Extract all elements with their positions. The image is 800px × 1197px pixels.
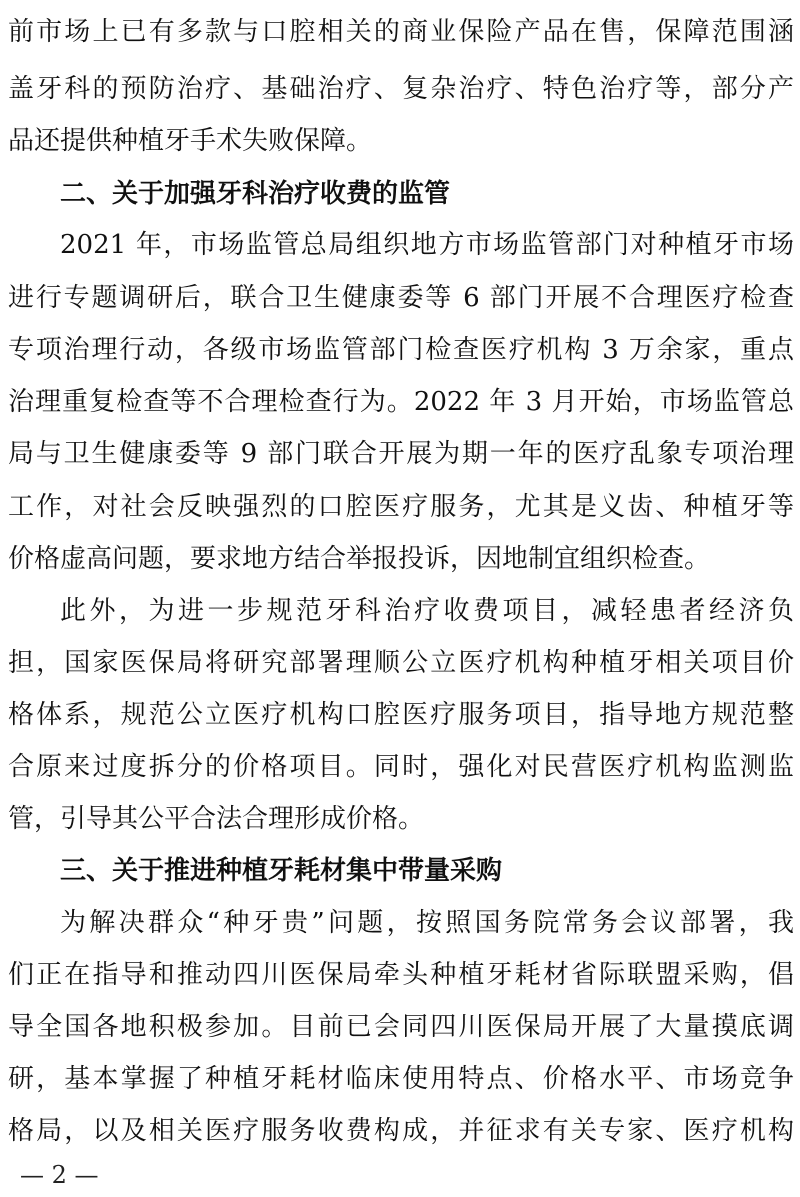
- body-text-line: 前市场上已有多款与口腔相关的商业保险产品在售，保障范围涵: [8, 17, 794, 47]
- section-heading-2: 二、关于加强牙科治疗收费的监管: [60, 179, 451, 209]
- body-text-line: 局与卫生健康委等 9 部门联合开展为期一年的医疗乱象专项治理: [8, 439, 794, 469]
- body-text-line: 品还提供种植牙手术失败保障。: [8, 126, 373, 156]
- body-text-line: 格体系，规范公立医疗机构口腔医疗服务项目，指导地方规范整: [8, 700, 794, 730]
- body-text-line: 2021 年，市场监管总局组织地方市场监管部门对种植牙市场: [60, 230, 794, 260]
- body-text-line: 此外，为进一步规范牙科治疗收费项目，减轻患者经济负: [60, 596, 794, 626]
- body-text-line: 研，基本掌握了种植牙耗材临床使用特点、价格水平、市场竞争: [8, 1064, 794, 1094]
- body-text-line: 工作，对社会反映强烈的口腔医疗服务，尤其是义齿、种植牙等: [8, 492, 794, 522]
- body-text-line: 担，国家医保局将研究部署理顺公立医疗机构种植牙相关项目价: [8, 648, 794, 678]
- body-text-line: 价格虚高问题，要求地方结合举报投诉，因地制宜组织检查。: [8, 544, 711, 574]
- body-text-line: 合原来过度拆分的价格项目。同时，强化对民营医疗机构监测监: [8, 752, 794, 782]
- body-text-line: 盖牙科的预防治疗、基础治疗、复杂治疗、特色治疗等，部分产: [8, 74, 794, 104]
- body-text-line: 专项治理行动，各级市场监管部门检查医疗机构 3 万余家，重点: [8, 335, 794, 365]
- body-text-line: 导全国各地积极参加。目前已会同四川医保局开展了大量摸底调: [8, 1012, 794, 1042]
- section-heading-3: 三、关于推进种植牙耗材集中带量采购: [60, 856, 503, 886]
- body-text-line: 格局，以及相关医疗服务收费构成，并征求有关专家、医疗机构: [8, 1116, 794, 1146]
- page-number: — 2 —: [20, 1161, 99, 1189]
- body-text-line: 为解决群众“种牙贵”问题，按照国务院常务会议部署，我: [60, 908, 794, 938]
- body-text-line: 们正在指导和推动四川医保局牵头种植牙耗材省际联盟采购，倡: [8, 960, 794, 990]
- body-text-line: 管，引导其公平合法合理形成价格。: [8, 804, 425, 834]
- body-text-line: 治理重复检查等不合理检查行为。2022 年 3 月开始，市场监管总: [8, 387, 794, 417]
- body-text-line: 进行专题调研后，联合卫生健康委等 6 部门开展不合理医疗检查: [8, 283, 794, 313]
